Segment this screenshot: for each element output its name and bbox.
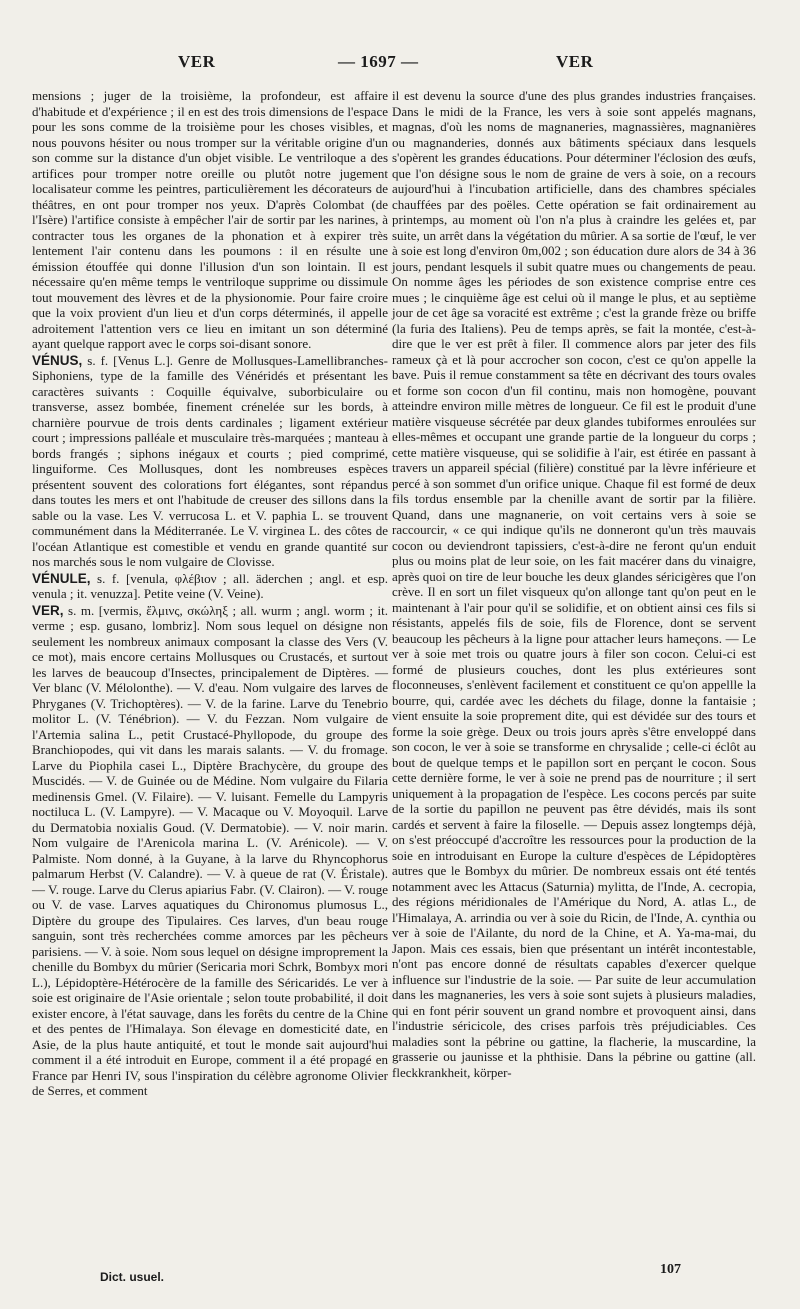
entry-venule-text: s. f. [venula, φλέβιον ; all. äderchen ; angl. et esp. venula ; it. venuzza]. Petite veine (V. Veine). [32,570,388,601]
entry-ver [32,603,388,1099]
footer-signature-number: 107 [660,1262,681,1277]
right-column [392,88,756,1080]
header-right-word: VER [556,52,594,71]
entry-venus [32,353,388,570]
ver-a-soie-continuation: il est devenu la source d'une des plus grandes industries françaises. Dans le midi de la France, les vers à soie sont appelés magnans, magnas, d'où les noms de magnaneries, magnassières, magnanières ou magnanderies, donnés aux bâtiments spéciaux dans lesquels s'opèrent les grandes éducations. Pour déterminer l'éclosion des œufs, que l'on désigne sous le nom de graine de vers à soie, on a recours aujourd'hui à l'incubation artificielle, dans des chambres spéciales chauffées par des poëles. Cette opération se fait ordinairement au printemps, au moment où l'on n'a plus à craindre les gelées et, par suite, un arrêt dans la végétation du mûrier. A sa sortie de l'œuf, le ver à soie est long d'environ 0m,002 ; son éducation dure alors de 34 à 36 jours, pendant lesquels il subit quatre mues ou changements de peau. On nomme âges les périodes de son existence comprise entre ces mues ; le cinquième âge est celui où il mange le plus, et au septième jour de cet âge sa voracité est extrême ; c'est la grande frèze ou briffe (la furia des Italiens). Peu de temps après, se fait la montée, c'est-à-dire que le ver est prêt à filer. Il commence alors par jeter des fils rameux çà et là pour accrocher son cocon, c'est ce qu'on appelle la bave. Puis il remue constamment sa tête en décrivant des tours ovales et forme son cocon d'un fil continu, mais non homogène, pouvant atteindre environ mille mètres de longueur. Ce fil est le produit d'une matière visqueuse sécrétée par deux glandes tubiformes enroulées sur elles-mêmes et occupant une grande partie de la longueur du corps ; cette matière visqueuse, qui se solidifie à l'air, est étirée en passant à travers un appareil spécial (filière) constitué par la lèvre inférieure et percé à son sommet d'un orifice unique. Chaque fil est formé de deux fils tordus ensemble par la chenille avant de sortir par la filière. Quand, dans une magnanerie, on voit certains vers à soie se raccourcir, « ce qui indique qu'ils ne donneront qu'un très mauvais cocon ou deviendront tapissiers, c'est-à-dire ne feront qu'un enduit plus ou moins plat de leur soie, on les fait macérer dans du vinaigre, après quoi on tire de leur bouche les deux glandes séricigères que l'on crève. Il en sort un filet visqueux qu'on allonge tant qu'on peut en le maintenant à l'air pour qu'il se solidifie, et on obtient ainsi ces fils si résistants, appelés fils de soie, fils de Florence, dont se servent beaucoup les pêcheurs à la ligne pour attacher leurs hameçons. — Le ver à soie met trois ou quatre jours à filer son cocon. Celui-ci est formé de plusieurs couches, dont les plus extérieures sont floconneuses, s'enlèvent facilement et constituent ce qu'on appellle la bourre, qui, cardée avec les déchets du filage, donne la fantaisie ; vient ensuite la soie proprement dite, qui est dévidée sur des tours et forme la soie grège. Deux ou trois jours après s'être enveloppé dans son cocon, le ver à soie se transforme en chrysalide ; celle-ci éclôt au bout de quelque temps et le papillon sort en perçant le cocon. Sous cette dernière forme, le ver à soie ne prend pas de nourriture ; il sert uniquement à la propagation de l'espèce. Les cocons percés par suite de la sortie du papillon ne peuvent pas être dévidés, mais ils sont cardés et servent à faire la filoselle. — Depuis assez longtemps déjà, on s'est préoccupé d'accroître les ressources pour la production de la soie en introduisant en Europe la culture d'espèces de Lépidoptères autres que le Bombyx du mûrier. De nombreux essais ont été tentés notamment avec les Attacus (Saturnia) mylitta, de l'Inde, A. cecropia, des régions méridionales de l'Amérique du Nord, A. atlas L., de l'Himalaya, A. arrindia ou ver à soie du Ricin, de l'Inde, A. cynthia ou ver à soie de l'Ailante, du nord de la Chine, et A. Ya-ma-mai, du Japon. Mais ces essais, bien que présentant un intérêt incontestable, n'ont pas encore donné de résultats capables d'exercer quelque influence sur l'industrie de la soie. — Par suite de leur accumulation dans les magnaneries, les vers à soie sont sujets à plusieurs maladies, qui en font périr souvent un grand nombre et provoquent ainsi, dans l'industrie séricicole, des crises parfois très préjudiciables. Ces maladies sont la pébrine ou gattine, la flacherie, la muscardine, la grasserie ou jaunisse et la phthisie. Dans la pébrine ou gattine (all. fleckkrankheit, körper- [392,88,756,1080]
headword-venule: VÉNULE, [32,570,91,586]
entry-ver-text: s. m. [vermis, ἕλμινς, σκώληξ ; all. wurm ; angl. worm ; it. verme ; esp. gusano, lombriz]. Nom sous lequel on désigne non seulement les nombreux animaux composant la classe des Vers (V. ce mot), mais encore certains Mollusques ou Crustacés, et surtout les larves de beaucoup d'Insectes, principalement de Diptères. — Ver blanc (V. Mélolonthe). — V. d'eau. Nom vulgaire des larves de Phryganes (V. Trichoptères). — V. de la farine. Larve du Tenebrio molitor L. (V. Ténébrion). — V. du Fezzan. Nom vulgaire de l'Artemia salina L., petit Crustacé-Phyllopode, du groupe des Branchiopodes, qui vit dans les marais salants. — V. du fromage. Larve du Piophila casei L., Diptère Brachycère, du groupe des Muscidés. — V. de Guinée ou de Médine. Nom vulgaire du Filaria medinensis Gmel. (V. Filaire). — V. luisant. Femelle du Lampyris noctiluca L. (V. Lampyre). — V. Macaque ou V. Moyoquil. Larve du Dermatobia noxialis Goud. (V. Dermatobie). — V. noir marin. Nom vulgaire de l'Arenicola marina L. (V. Arénicole). — V. Palmiste. Nom donné, à la Guyane, à la larve du Rhyncophorus palmarum Herbst (V. Calandre). — V. à queue de rat (V. Éristale). — V. rouge. Larve du Clerus apiarius Fabr. (V. Clairon). — V. rouge ou V. de vase. Larves aquatiques du Chironomus plumosus L., Diptère du groupe des Tipulaires. Ces larves, d'un beau rouge sanguin, sont très recherchées comme amorces par les pêcheurs parisiens. — V. à soie. Nom sous lequel on désigne improprement la chenille du Bombyx du mûrier (Sericaria mori Schrk, Bombyx mori L.), Lépidoptère-Hétérocère de la famille des Séricaridés. Le ver à soie est originaire de l'Asie orientale ; selon toute probabilité, il doit exister encore, à l'état sauvage, dans les forêts du centre de la Chine et des pentes de l'Himalaya. Son élevage en domesticité date, en Asie, de la plus haute antiquité, et tout le monde sait aujourd'hui comment il a été introduit en Europe, comment il a été propagé en France par Henri IV, sous l'inspiration du célèbre agronome Olivier de Serres, et comment [32,602,388,1098]
page-number-header: — 1697 — [338,52,419,71]
entry-venus-text: s. f. [Venus L.]. Genre de Mollusques-Lamellibranches-Siphoniens, type de la famille des Vénéridés et présentant les caractères suivants : Coquille équivalve, suborbiculaire ou transverse, assez bombée, finement crénelée sur les bords, à charnière pourvue de trois dents cardinales ; ligament extérieur court ; impressions palléale et musculaire très-marquées ; manteau à bords frangés ; siphons inégaux et courts ; pied comprimé, linguiforme. Ces Mollusques, dont les nombreuses espèces présentent souvent des colorations fort élégantes, sont répandus dans toutes les mers et ont l'habitude de creuser des sillons dans la sable ou la vase. Les V. verrucosa L. et V. paphia L. se trouvent communément dans la Méditerranée. Le V. virginea L. des côtes de l'océan Atlantique est comestible et vendu en grande quantité sur nos marchés sous le nom vulgaire de Clovisse. [32,352,388,569]
footer-publication: Dict. usuel. [100,1270,165,1284]
headword-ver: VER, [32,602,64,618]
header-left-word: VER [178,52,216,71]
entry-venule [32,571,388,602]
left-column [32,88,388,1099]
headword-venus: VÉNUS, [32,352,83,368]
ventriloque-paragraph: mensions ; juger de la troisième, la profondeur, est affaire d'habitude et d'expérience ; il en est des trois dimensions de l'espace pour les sons comme de la troisième pour les choses visibles, et nous pouvons hésiter ou nous tromper sur la véritable origine d'un son comme sur la distance d'un objet visible. Le ventriloque a des artifices pour tromper notre oreille ou plutôt notre jugement localisateur comme les peintres, particulièrement les décorateurs de théâtres, en ont pour tromper nos yeux. D'après Colombat (de l'Isère) l'artifice consiste à empêcher l'air de sortir par les narines, à contracter tous les organes de la phonation et à expirer très lentement l'air contenu dans les poumons : il en résulte une émission étouffée qui donne l'illusion d'un son lointain. Il est nécessaire qu'en même temps le ventriloque supprime ou dissimule tout mouvement des lèvres et de la physionomie. Pour faire croire que la voix provient d'un lieu et d'un corps déterminés, il appelle adroitement l'attention vers ce lieu en imitant un son déterminé ayant quelque rapport avec le corps soi-disant sonore. [32,88,388,351]
